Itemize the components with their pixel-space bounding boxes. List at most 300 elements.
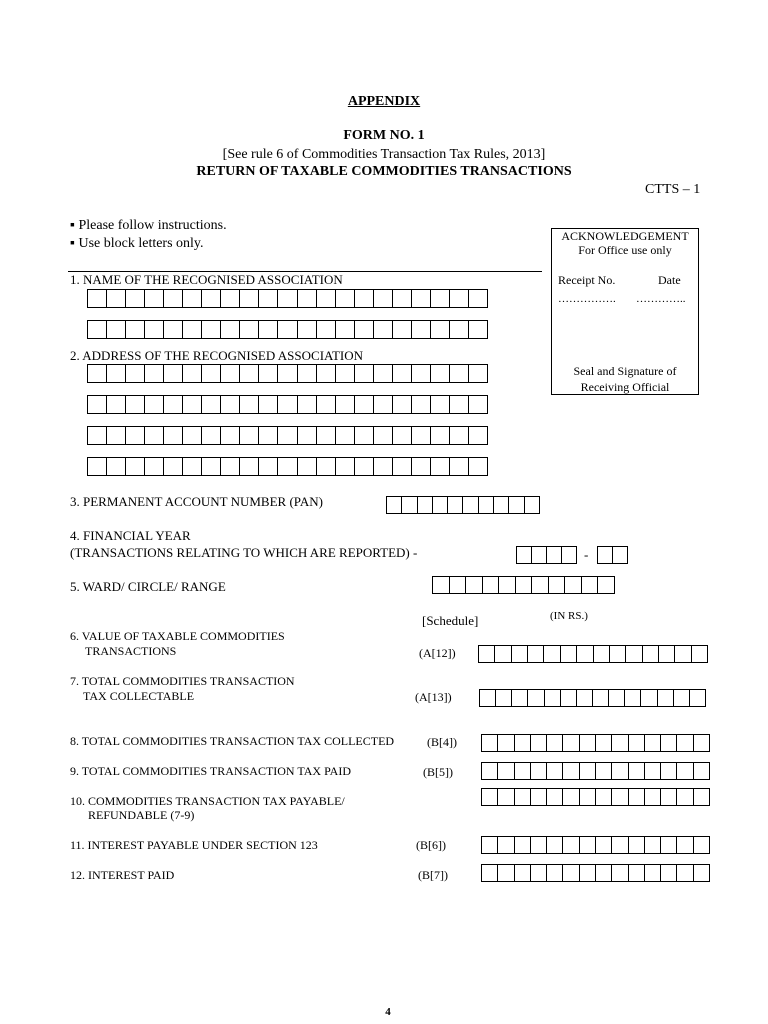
char-cell[interactable] (562, 547, 577, 563)
char-cell[interactable] (393, 458, 412, 475)
field-6-ref: (A[12]) (419, 646, 456, 660)
char-cell[interactable] (563, 763, 579, 779)
char-cell[interactable] (661, 763, 677, 779)
char-cell[interactable] (298, 365, 317, 382)
ack-subtitle: For Office use only (578, 243, 672, 257)
char-cell[interactable] (126, 321, 145, 338)
taxable-value-input[interactable] (478, 645, 708, 663)
seal-line-1: Seal and Signature of (573, 364, 677, 378)
char-cell[interactable] (298, 396, 317, 413)
char-cell[interactable] (580, 789, 596, 805)
field-3-label: 3. PERMANENT ACCOUNT NUMBER (PAN) (70, 494, 323, 509)
char-cell[interactable] (88, 321, 107, 338)
char-cell[interactable] (88, 290, 107, 307)
char-cell[interactable] (547, 763, 563, 779)
char-cell[interactable] (278, 427, 297, 444)
char-cell[interactable] (612, 865, 628, 881)
char-cell[interactable] (469, 290, 488, 307)
char-cell[interactable] (336, 396, 355, 413)
char-cell[interactable] (658, 690, 674, 706)
char-cell[interactable] (561, 690, 577, 706)
char-cell[interactable] (450, 290, 469, 307)
char-cell[interactable] (694, 789, 710, 805)
char-cell[interactable] (374, 427, 393, 444)
char-cell[interactable] (515, 789, 531, 805)
char-cell[interactable] (677, 735, 693, 751)
char-cell[interactable] (298, 321, 317, 338)
char-cell[interactable] (107, 290, 126, 307)
char-cell[interactable] (495, 646, 511, 662)
char-cell[interactable] (516, 577, 533, 593)
char-cell[interactable] (594, 646, 610, 662)
char-cell[interactable] (549, 577, 566, 593)
char-cell[interactable] (240, 396, 259, 413)
char-cell[interactable] (183, 458, 202, 475)
char-cell[interactable] (593, 690, 609, 706)
char-cell[interactable] (483, 577, 500, 593)
char-cell[interactable] (612, 837, 628, 853)
char-cell[interactable] (221, 290, 240, 307)
char-cell[interactable] (107, 365, 126, 382)
char-cell[interactable] (88, 427, 107, 444)
char-cell[interactable] (355, 396, 374, 413)
char-cell[interactable] (479, 497, 494, 513)
field-12-ref: (B[7]) (418, 868, 448, 882)
char-cell[interactable] (450, 577, 467, 593)
char-cell[interactable] (512, 690, 528, 706)
char-cell[interactable] (355, 290, 374, 307)
char-cell[interactable] (625, 690, 641, 706)
char-cell[interactable] (164, 365, 183, 382)
address-line-4[interactable] (87, 457, 488, 476)
char-cell[interactable] (661, 789, 677, 805)
char-cell[interactable] (202, 365, 221, 382)
char-cell[interactable] (202, 290, 221, 307)
char-cell[interactable] (402, 497, 417, 513)
char-cell[interactable] (393, 427, 412, 444)
char-cell[interactable] (374, 458, 393, 475)
char-cell[interactable] (412, 427, 431, 444)
char-cell[interactable] (580, 865, 596, 881)
field-8-label: 8. TOTAL COMMODITIES TRANSACTION TAX COLLECTED (70, 734, 395, 748)
char-cell[interactable] (431, 396, 450, 413)
char-cell[interactable] (183, 396, 202, 413)
char-cell[interactable] (240, 458, 259, 475)
char-cell[interactable] (221, 396, 240, 413)
char-cell[interactable] (240, 365, 259, 382)
char-cell[interactable] (498, 865, 514, 881)
address-line-2[interactable] (87, 395, 488, 414)
char-cell[interactable] (240, 321, 259, 338)
char-cell[interactable] (412, 396, 431, 413)
char-cell[interactable] (509, 497, 524, 513)
char-cell[interactable] (582, 577, 599, 593)
char-cell[interactable] (412, 365, 431, 382)
char-cell[interactable] (563, 837, 579, 853)
char-cell[interactable] (677, 865, 693, 881)
char-cell[interactable] (164, 427, 183, 444)
field-9-ref: (B[5]) (423, 765, 453, 779)
char-cell[interactable] (547, 789, 563, 805)
char-cell[interactable] (259, 290, 278, 307)
field-8-ref: (B[4]) (427, 735, 457, 749)
field-7-ref: (A[13]) (415, 690, 452, 704)
char-cell[interactable] (531, 789, 547, 805)
ack-title: ACKNOWLEDGEMENT (561, 229, 689, 243)
char-cell[interactable] (545, 690, 561, 706)
char-cell[interactable] (145, 365, 164, 382)
char-cell[interactable] (479, 646, 495, 662)
char-cell[interactable] (482, 837, 498, 853)
ward-circle-range-input[interactable] (432, 576, 615, 594)
char-cell[interactable] (164, 458, 183, 475)
char-cell[interactable] (278, 396, 297, 413)
interest-paid-input[interactable] (481, 864, 710, 882)
tax-payable-refundable-input[interactable] (481, 788, 710, 806)
char-cell[interactable] (643, 646, 659, 662)
char-cell[interactable] (598, 577, 615, 593)
char-cell[interactable] (355, 321, 374, 338)
char-cell[interactable] (547, 547, 562, 563)
char-cell[interactable] (498, 735, 514, 751)
char-cell[interactable] (494, 497, 509, 513)
char-cell[interactable] (498, 789, 514, 805)
char-cell[interactable] (528, 690, 544, 706)
financial-year-end[interactable] (597, 546, 628, 564)
address-line-3[interactable] (87, 426, 488, 445)
char-cell[interactable] (577, 690, 593, 706)
association-name-line-1[interactable] (87, 289, 488, 308)
char-cell[interactable] (164, 321, 183, 338)
char-cell[interactable] (645, 837, 661, 853)
char-cell[interactable] (596, 837, 612, 853)
char-cell[interactable] (692, 646, 708, 662)
address-line-1[interactable] (87, 364, 488, 383)
char-cell[interactable] (515, 837, 531, 853)
char-cell[interactable] (183, 427, 202, 444)
char-cell[interactable] (525, 497, 540, 513)
char-cell[interactable] (88, 365, 107, 382)
char-cell[interactable] (278, 458, 297, 475)
char-cell[interactable] (355, 365, 374, 382)
char-cell[interactable] (482, 865, 498, 881)
char-cell[interactable] (547, 837, 563, 853)
field-2-label: 2. ADDRESS OF THE RECOGNISED ASSOCIATION (70, 348, 364, 363)
char-cell[interactable] (317, 458, 336, 475)
char-cell[interactable] (499, 577, 516, 593)
char-cell[interactable] (183, 321, 202, 338)
char-cell[interactable] (629, 865, 645, 881)
financial-year-start[interactable] (516, 546, 577, 564)
char-cell[interactable] (645, 789, 661, 805)
char-cell[interactable] (629, 735, 645, 751)
char-cell[interactable] (482, 763, 498, 779)
char-cell[interactable] (469, 427, 488, 444)
char-cell[interactable] (387, 497, 402, 513)
char-cell[interactable] (259, 396, 278, 413)
char-cell[interactable] (547, 865, 563, 881)
char-cell[interactable] (393, 396, 412, 413)
char-cell[interactable] (675, 646, 691, 662)
char-cell[interactable] (221, 427, 240, 444)
field-10-label: 10. COMMODITIES TRANSACTION TAX PAYABLE/ (70, 794, 345, 808)
char-cell[interactable] (202, 396, 221, 413)
char-cell[interactable] (278, 290, 297, 307)
char-cell[interactable] (221, 365, 240, 382)
char-cell[interactable] (612, 735, 628, 751)
char-cell[interactable] (463, 497, 478, 513)
char-cell[interactable] (528, 646, 544, 662)
char-cell[interactable] (580, 837, 596, 853)
instruction-2: ▪ Use block letters only. (70, 236, 204, 251)
char-cell[interactable] (259, 458, 278, 475)
char-cell[interactable] (547, 735, 563, 751)
char-cell[interactable] (202, 427, 221, 444)
char-cell[interactable] (259, 321, 278, 338)
char-cell[interactable] (610, 646, 626, 662)
char-cell[interactable] (532, 547, 547, 563)
char-cell[interactable] (498, 763, 514, 779)
char-cell[interactable] (515, 763, 531, 779)
field-10-sublabel: REFUNDABLE (7-9) (88, 808, 195, 822)
char-cell[interactable] (563, 789, 579, 805)
tax-collectable-input[interactable] (479, 689, 706, 707)
char-cell[interactable] (431, 321, 450, 338)
char-cell[interactable] (183, 365, 202, 382)
char-cell[interactable] (469, 321, 488, 338)
association-name-line-2[interactable] (87, 320, 488, 339)
char-cell[interactable] (298, 458, 317, 475)
form-title: RETURN OF TAXABLE COMMODITIES TRANSACTIONS (196, 164, 572, 179)
char-cell[interactable] (496, 690, 512, 706)
char-cell[interactable] (677, 837, 693, 853)
char-cell[interactable] (431, 365, 450, 382)
char-cell[interactable] (466, 577, 483, 593)
char-cell[interactable] (145, 321, 164, 338)
char-cell[interactable] (317, 396, 336, 413)
char-cell[interactable] (298, 427, 317, 444)
char-cell[interactable] (164, 290, 183, 307)
char-cell[interactable] (645, 763, 661, 779)
char-cell[interactable] (629, 789, 645, 805)
char-cell[interactable] (677, 763, 693, 779)
char-cell[interactable] (609, 690, 625, 706)
char-cell[interactable] (694, 735, 710, 751)
char-cell[interactable] (677, 789, 693, 805)
char-cell[interactable] (661, 865, 677, 881)
field-11-ref: (B[6]) (416, 838, 446, 852)
char-cell[interactable] (613, 547, 628, 563)
char-cell[interactable] (126, 290, 145, 307)
char-cell[interactable] (498, 837, 514, 853)
char-cell[interactable] (278, 365, 297, 382)
char-cell[interactable] (626, 646, 642, 662)
char-cell[interactable] (336, 458, 355, 475)
char-cell[interactable] (317, 290, 336, 307)
field-12-label: 12. INTEREST PAID (70, 868, 175, 882)
char-cell[interactable] (240, 427, 259, 444)
field-4-label: 4. FINANCIAL YEAR (70, 528, 191, 543)
char-cell[interactable] (645, 865, 661, 881)
char-cell[interactable] (202, 321, 221, 338)
char-cell[interactable] (336, 365, 355, 382)
char-cell[interactable] (450, 396, 469, 413)
pan-input[interactable] (386, 496, 540, 514)
char-cell[interactable] (88, 396, 107, 413)
char-cell[interactable] (480, 690, 496, 706)
char-cell[interactable] (661, 837, 677, 853)
seal-line-2: Receiving Official (580, 380, 670, 394)
char-cell[interactable] (418, 497, 433, 513)
char-cell[interactable] (431, 290, 450, 307)
char-cell[interactable] (355, 458, 374, 475)
char-cell[interactable] (544, 646, 560, 662)
char-cell[interactable] (645, 735, 661, 751)
char-cell[interactable] (531, 763, 547, 779)
char-cell[interactable] (659, 646, 675, 662)
acknowledgement-box (551, 228, 699, 395)
char-cell[interactable] (433, 577, 450, 593)
char-cell[interactable] (374, 321, 393, 338)
char-cell[interactable] (580, 735, 596, 751)
field-9-label: 9. TOTAL COMMODITIES TRANSACTION TAX PAID (70, 764, 351, 778)
char-cell[interactable] (517, 547, 532, 563)
char-cell[interactable] (580, 763, 596, 779)
char-cell[interactable] (629, 837, 645, 853)
char-cell[interactable] (374, 365, 393, 382)
char-cell[interactable] (317, 321, 336, 338)
char-cell[interactable] (469, 365, 488, 382)
char-cell[interactable] (469, 396, 488, 413)
char-cell[interactable] (661, 735, 677, 751)
form-code: CTTS – 1 (645, 182, 701, 197)
char-cell[interactable] (482, 789, 498, 805)
date-label: Date (658, 273, 681, 287)
char-cell[interactable] (126, 458, 145, 475)
char-cell[interactable] (221, 321, 240, 338)
char-cell[interactable] (482, 735, 498, 751)
char-cell[interactable] (612, 789, 628, 805)
char-cell[interactable] (164, 396, 183, 413)
in-rs-header: (IN RS.) (550, 610, 588, 622)
receipt-dots: ……………. (558, 293, 616, 305)
char-cell[interactable] (393, 290, 412, 307)
field-11-label: 11. INTEREST PAYABLE UNDER SECTION 123 (70, 838, 318, 852)
char-cell[interactable] (259, 427, 278, 444)
char-cell[interactable] (596, 735, 612, 751)
char-cell[interactable] (317, 427, 336, 444)
char-cell[interactable] (512, 646, 528, 662)
char-cell[interactable] (641, 690, 657, 706)
char-cell[interactable] (221, 458, 240, 475)
tax-collected-input[interactable] (481, 734, 710, 752)
char-cell[interactable] (577, 646, 593, 662)
char-cell[interactable] (107, 458, 126, 475)
char-cell[interactable] (563, 865, 579, 881)
char-cell[interactable] (694, 763, 710, 779)
char-cell[interactable] (561, 646, 577, 662)
char-cell[interactable] (450, 365, 469, 382)
char-cell[interactable] (298, 290, 317, 307)
char-cell[interactable] (431, 458, 450, 475)
char-cell[interactable] (107, 321, 126, 338)
char-cell[interactable] (450, 427, 469, 444)
tax-paid-input[interactable] (481, 762, 710, 780)
char-cell[interactable] (531, 865, 547, 881)
char-cell[interactable] (145, 458, 164, 475)
char-cell[interactable] (563, 735, 579, 751)
char-cell[interactable] (450, 321, 469, 338)
char-cell[interactable] (145, 396, 164, 413)
char-cell[interactable] (412, 458, 431, 475)
char-cell[interactable] (336, 321, 355, 338)
char-cell[interactable] (596, 865, 612, 881)
char-cell[interactable] (694, 837, 710, 853)
form-number: FORM NO. 1 (343, 128, 425, 143)
char-cell[interactable] (183, 290, 202, 307)
char-cell[interactable] (598, 547, 613, 563)
char-cell[interactable] (531, 837, 547, 853)
char-cell[interactable] (515, 735, 531, 751)
field-6-sublabel: TRANSACTIONS (85, 644, 177, 658)
interest-payable-input[interactable] (481, 836, 710, 854)
char-cell[interactable] (412, 290, 431, 307)
char-cell[interactable] (374, 396, 393, 413)
char-cell[interactable] (515, 865, 531, 881)
char-cell[interactable] (393, 321, 412, 338)
char-cell[interactable] (202, 458, 221, 475)
char-cell[interactable] (107, 396, 126, 413)
char-cell[interactable] (450, 458, 469, 475)
char-cell[interactable] (278, 321, 297, 338)
char-cell[interactable] (259, 365, 278, 382)
char-cell[interactable] (596, 789, 612, 805)
field-6-label: 6. VALUE OF TAXABLE COMMODITIES (70, 629, 285, 643)
char-cell[interactable] (596, 763, 612, 779)
page-number: 4 (385, 1006, 391, 1018)
char-cell[interactable] (393, 365, 412, 382)
char-cell[interactable] (126, 365, 145, 382)
char-cell[interactable] (469, 458, 488, 475)
char-cell[interactable] (674, 690, 690, 706)
char-cell[interactable] (448, 497, 463, 513)
char-cell[interactable] (336, 290, 355, 307)
char-cell[interactable] (612, 763, 628, 779)
char-cell[interactable] (694, 865, 710, 881)
char-cell[interactable] (355, 427, 374, 444)
char-cell[interactable] (565, 577, 582, 593)
char-cell[interactable] (531, 735, 547, 751)
char-cell[interactable] (374, 290, 393, 307)
field-1-label: 1. NAME OF THE RECOGNISED ASSOCIATION (70, 272, 343, 287)
char-cell[interactable] (336, 427, 355, 444)
char-cell[interactable] (145, 290, 164, 307)
char-cell[interactable] (88, 458, 107, 475)
char-cell[interactable] (532, 577, 549, 593)
char-cell[interactable] (107, 427, 126, 444)
char-cell[interactable] (690, 690, 706, 706)
char-cell[interactable] (431, 427, 450, 444)
schedule-header: [Schedule] (422, 613, 479, 628)
char-cell[interactable] (317, 365, 336, 382)
char-cell[interactable] (126, 427, 145, 444)
char-cell[interactable] (240, 290, 259, 307)
char-cell[interactable] (629, 763, 645, 779)
char-cell[interactable] (126, 396, 145, 413)
char-cell[interactable] (433, 497, 448, 513)
char-cell[interactable] (412, 321, 431, 338)
char-cell[interactable] (145, 427, 164, 444)
